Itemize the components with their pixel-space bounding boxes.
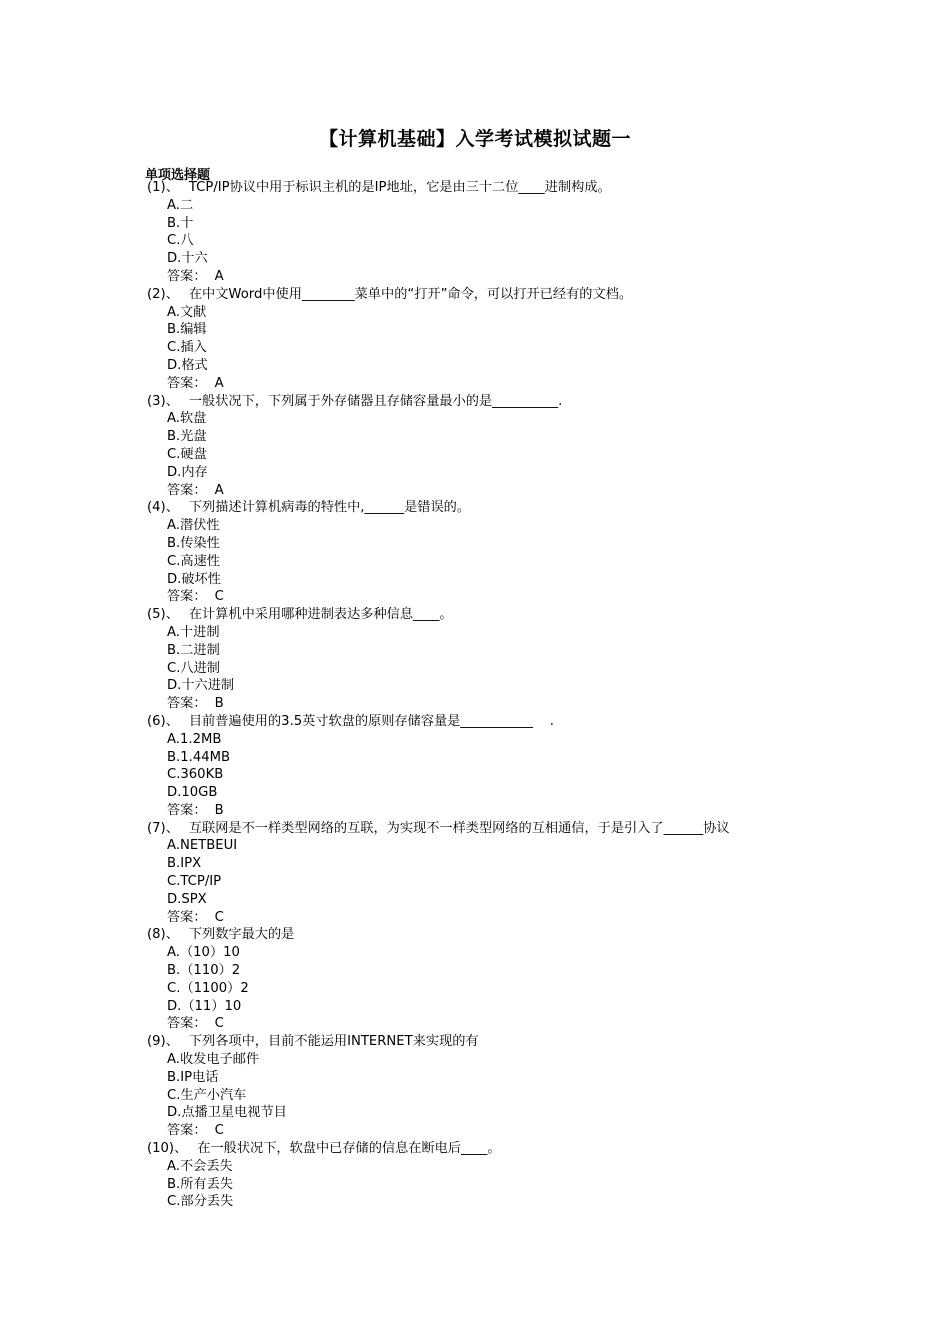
answer-row [147, 1015, 847, 1033]
question-number-separator: 、 [165, 820, 179, 836]
question-number: (8) [147, 927, 166, 943]
question-item [147, 606, 847, 713]
question-number: (2) [147, 286, 166, 302]
answer-option: A.（10）10 [167, 945, 240, 961]
question-number: (9) [147, 1034, 166, 1050]
answer-option: A.十进制 [167, 624, 220, 640]
answer-option: B.1.44MB [167, 749, 231, 765]
answer-option: C.硬盘 [167, 446, 207, 462]
question-text: 在计算机中采用哪种进制表达多种信息____。 [188, 607, 453, 623]
answer-option: A.文献 [167, 304, 207, 320]
answer-row [147, 482, 847, 500]
answer-option: C.（1100）2 [167, 980, 249, 996]
answer-row [147, 588, 847, 606]
answer-option: D.10GB [167, 785, 218, 801]
question-number-separator: 、 [165, 180, 179, 195]
answer-row [147, 695, 847, 713]
question-number-separator: 、 [165, 607, 179, 623]
answer-row [147, 268, 847, 286]
question-item [147, 393, 847, 500]
answer-option: C.八进制 [167, 660, 220, 676]
answer-option: C.高速性 [167, 553, 220, 569]
question-number-separator: 、 [174, 1141, 188, 1157]
answer-label: 答案： [167, 802, 207, 818]
question-item [147, 499, 847, 606]
answer-option: A.1.2MB [167, 731, 222, 747]
answer-value: A [214, 375, 224, 391]
answer-option: C.部分丢失 [167, 1194, 234, 1210]
question-list [147, 179, 847, 1211]
answer-value: C [214, 589, 224, 605]
question-number-separator: 、 [165, 393, 179, 409]
question-number-separator: 、 [165, 1034, 179, 1050]
answer-option: A.收发电子邮件 [167, 1052, 260, 1068]
question-stem [147, 179, 847, 197]
question-text: 互联网是不一样类型网络的互联，为实现不一样类型网络的互相通信，于是引入了______协议 [188, 820, 730, 836]
answer-option: D.点播卫星电视节目 [167, 1105, 287, 1121]
answer-value: A [214, 482, 224, 498]
question-stem [147, 713, 847, 731]
question-item [147, 926, 847, 1033]
answer-option: D.格式 [167, 357, 208, 373]
question-item [147, 1033, 847, 1140]
document-title: 【计算机基础】入学考试模拟试题一 [318, 128, 631, 150]
answer-label: 答案： [167, 1123, 207, 1139]
question-number: (1) [147, 180, 166, 195]
question-item [147, 713, 847, 820]
answer-option: A.二 [167, 197, 194, 213]
answer-option: B.二进制 [167, 642, 220, 658]
answer-value: B [214, 696, 224, 712]
question-number-separator: 、 [165, 500, 179, 516]
answer-option: C.插入 [167, 340, 207, 356]
question-stem [147, 820, 847, 838]
question-stem [147, 499, 847, 517]
answer-option: B.传染性 [167, 535, 220, 551]
answer-value: A [214, 268, 224, 284]
question-number: (6) [147, 713, 166, 729]
question-item [147, 179, 847, 286]
question-text: 在中文Word中使用________菜单中的“打开”命令，可以打开已经有的文档。 [188, 286, 633, 302]
answer-label: 答案： [167, 589, 207, 605]
answer-label: 答案： [167, 909, 207, 925]
answer-option: A.NETBEUI [167, 838, 238, 854]
answer-option: B.IPX [167, 856, 202, 872]
answer-value: B [214, 802, 224, 818]
answer-option: D.内存 [167, 464, 208, 480]
question-stem [147, 286, 847, 304]
question-stem [147, 1033, 847, 1051]
question-stem [147, 606, 847, 624]
answer-option: C.TCP/IP [167, 874, 222, 890]
answer-row [147, 375, 847, 393]
answer-option: D.（11）10 [167, 998, 242, 1014]
question-item [147, 1140, 847, 1211]
question-text: 一般状况下，下列属于外存储器且存储容量最小的是__________. [188, 393, 563, 409]
question-stem [147, 926, 847, 944]
answer-option: D.十六 [167, 251, 208, 267]
answer-option: C.生产小汽车 [167, 1087, 247, 1103]
section-heading: 单项选择题 [145, 168, 211, 183]
question-text: 目前普遍使用的3.5英寸软盘的原则存储容量是___________ . [188, 713, 554, 729]
question-text: 在一般状况下，软盘中已存储的信息在断电后____。 [197, 1141, 501, 1157]
answer-option: B.IP电话 [167, 1069, 219, 1085]
answer-label: 答案： [167, 1016, 207, 1032]
answer-row [147, 1122, 847, 1140]
answer-label: 答案： [167, 268, 207, 284]
question-item [147, 820, 847, 927]
answer-row [147, 802, 847, 820]
question-text: 下列描述计算机病毒的特性中,______是错误的。 [188, 500, 471, 516]
answer-value: C [214, 909, 224, 925]
question-number: (7) [147, 820, 166, 836]
answer-value: C [214, 1016, 224, 1032]
question-number-separator: 、 [165, 713, 179, 729]
question-item [147, 286, 847, 393]
question-number: (4) [147, 500, 166, 516]
answer-option: D.SPX [167, 891, 207, 907]
answer-option: B.（110）2 [167, 963, 241, 979]
answer-option: D.破坏性 [167, 571, 221, 587]
question-number-separator: 、 [165, 286, 179, 302]
answer-option: A.不会丢失 [167, 1158, 233, 1174]
question-number: (10) [147, 1141, 175, 1157]
answer-option: B.所有丢失 [167, 1176, 233, 1192]
answer-label: 答案： [167, 375, 207, 391]
answer-option: B.编辑 [167, 322, 207, 338]
question-stem [147, 1140, 847, 1158]
answer-option: C.八 [167, 233, 194, 249]
answer-label: 答案： [167, 696, 207, 712]
question-number: (5) [147, 607, 166, 623]
answer-option: D.十六进制 [167, 678, 235, 694]
question-stem [147, 393, 847, 411]
answer-label: 答案： [167, 482, 207, 498]
answer-option: B.十 [167, 215, 194, 231]
answer-option: B.光盘 [167, 429, 207, 445]
question-number: (3) [147, 393, 166, 409]
answer-value: C [214, 1123, 224, 1139]
question-number-separator: 、 [165, 927, 179, 943]
answer-option: A.潜伏性 [167, 518, 220, 534]
question-text: 下列数字最大的是 [188, 927, 295, 943]
question-text: 下列各项中，目前不能运用INTERNET来实现的有 [188, 1034, 479, 1050]
answer-option: A.软盘 [167, 411, 207, 427]
question-text: TCP/IP协议中用于标识主机的是IP地址，它是由三十二位____进制构成。 [188, 180, 611, 195]
answer-row [147, 909, 847, 927]
answer-option: C.360KB [167, 767, 224, 783]
